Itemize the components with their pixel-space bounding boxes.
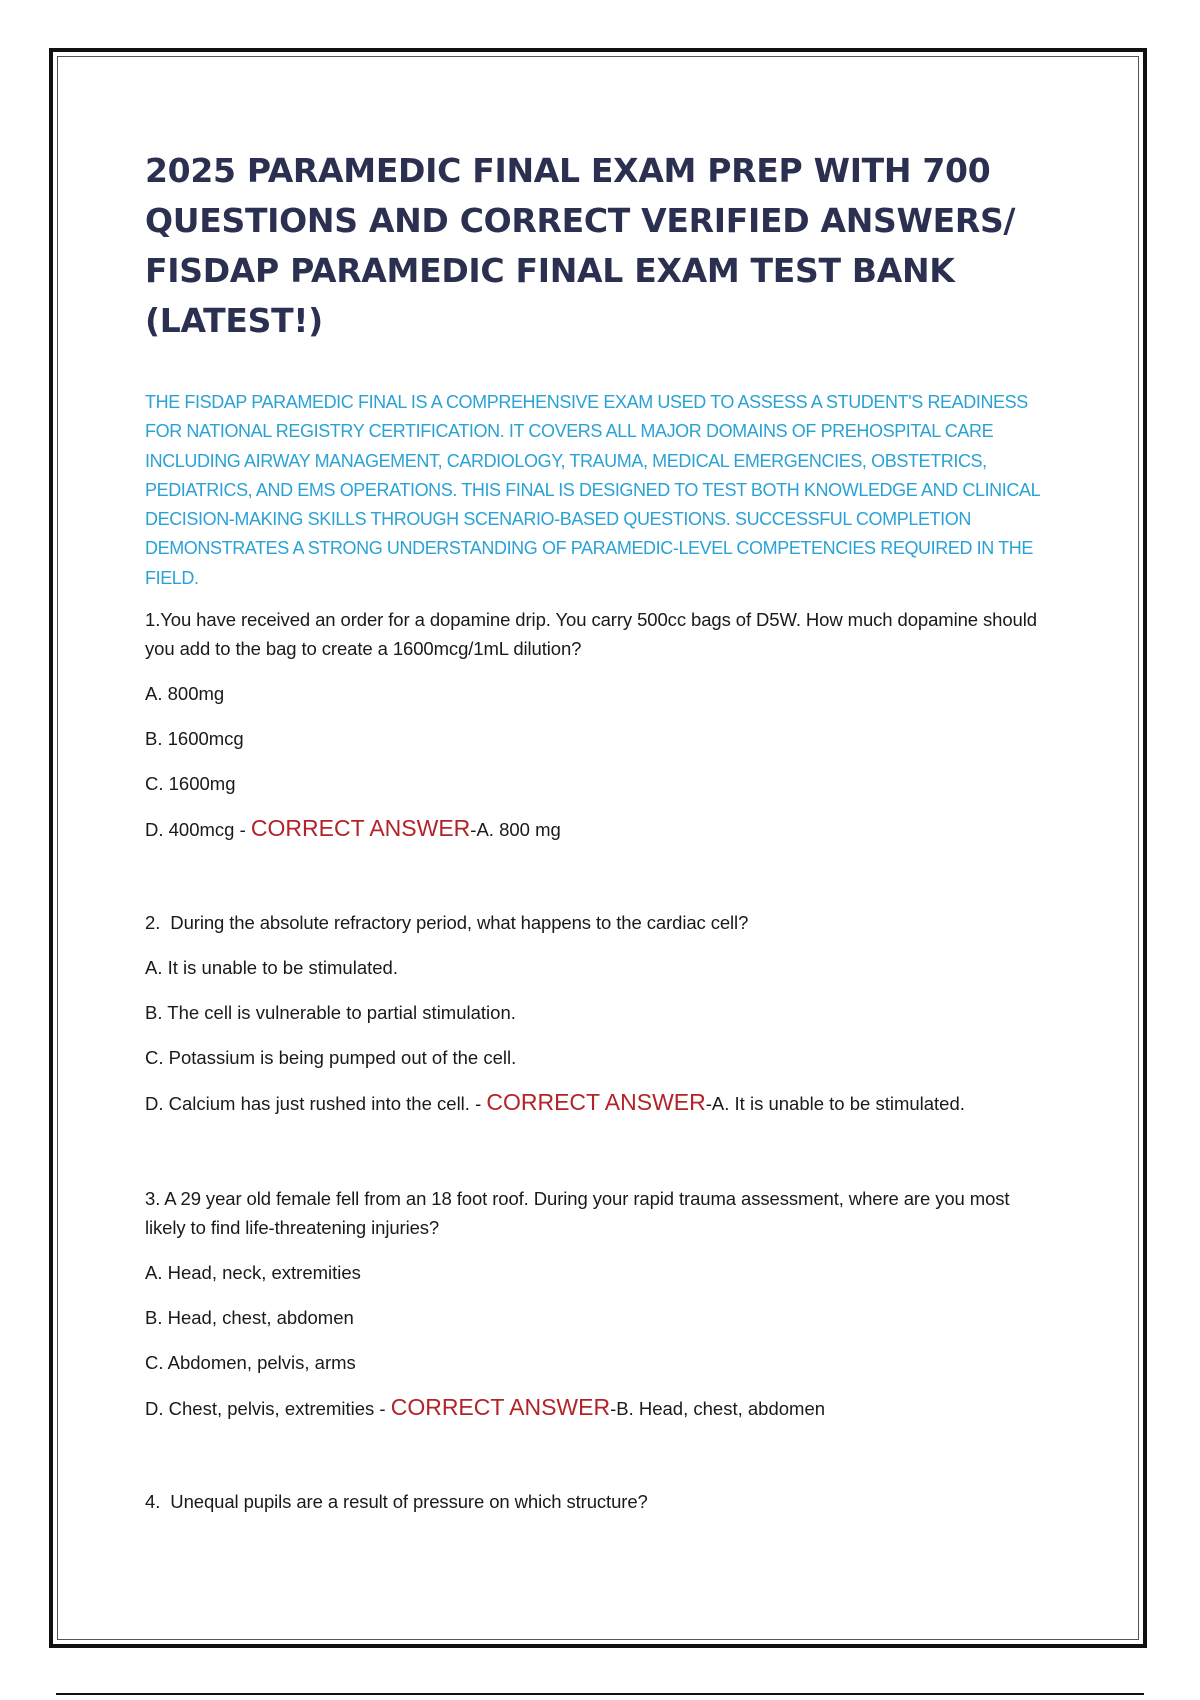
correct-answer-label: CORRECT ANSWER	[390, 1394, 611, 1421]
title-line: FISDAP PARAMEDIC FINAL EXAM TEST BANK	[145, 251, 955, 290]
option-d-with-answer	[145, 814, 1045, 844]
answer-text: -A. 800 mg	[470, 819, 561, 841]
option-d: D. Calcium has just rushed into the cell. -	[145, 1093, 487, 1115]
correct-answer-label: CORRECT ANSWER	[250, 815, 471, 842]
option-d-with-answer	[145, 1088, 1045, 1118]
question-stem: 3. A 29 year old female fell from an 18 foot roof. During your rapid trauma assessment, where are you most likely to find life-threatening injuries?	[145, 1188, 1010, 1239]
question-1	[145, 605, 1045, 844]
document-content	[145, 146, 1045, 1516]
option-a: A. 800mg	[145, 683, 225, 705]
answer-text: -A. It is unable to be stimulated.	[705, 1093, 965, 1115]
option-d: D. 400mcg -	[145, 819, 251, 841]
option-b: B. The cell is vulnerable to partial stimulation.	[145, 1002, 516, 1024]
option-b: B. 1600mcg	[145, 728, 244, 750]
answer-text: -B. Head, chest, abdomen	[610, 1398, 826, 1420]
document-title	[145, 146, 1045, 346]
title-line: (LATEST!)	[145, 301, 323, 340]
option-c: C. Potassium is being pumped out of the cell.	[145, 1047, 517, 1069]
title-line: 2025 PARAMEDIC FINAL EXAM PREP WITH 700	[145, 151, 991, 190]
question-3	[145, 1184, 1045, 1423]
correct-answer-label: CORRECT ANSWER	[486, 1089, 706, 1116]
option-d: D. Chest, pelvis, extremities -	[145, 1398, 391, 1420]
question-stem: 4. Unequal pupils are a result of pressure on which structure?	[145, 1491, 648, 1513]
intro-paragraph: THE FISDAP PARAMEDIC FINAL IS A COMPREHENSIVE EXAM USED TO ASSESS A STUDENT'S READINESS FOR NATIONAL REGISTRY CERTIFICATION. IT COVERS ALL MAJOR DOMAINS OF PREHOSPITAL CARE INCLUDING AIRWAY MANAGEMENT, CARDIOLOGY, TRAUMA, MEDICAL EMERGENCIES, OBSTETRICS, PEDIATRICS, AND EMS OPERATIONS. THIS FINAL IS DESIGNED TO TEST BOTH KNOWLEDGE AND CLINICAL DECISION-MAKING SKILLS THROUGH SCENARIO-BASED QUESTIONS. SUCCESSFUL COMPLETION DEMONSTRATES A STRONG UNDERSTANDING OF PARAMEDIC-LEVEL COMPETENCIES REQUIRED IN THE FIELD.	[145, 392, 1040, 588]
question-2	[145, 908, 1045, 1118]
option-a: A. Head, neck, extremities	[145, 1262, 361, 1284]
option-c: C. Abdomen, pelvis, arms	[145, 1352, 356, 1374]
question-stem: 1.You have received an order for a dopamine drip. You carry 500cc bags of D5W. How much dopamine should you add to the bag to create a 1600mcg/1mL dilution?	[145, 609, 1037, 660]
option-d-with-answer	[145, 1393, 1045, 1423]
question-stem: 2. During the absolute refractory period, what happens to the cardiac cell?	[145, 912, 749, 934]
option-c: C. 1600mg	[145, 773, 236, 795]
option-a: A. It is unable to be stimulated.	[145, 957, 398, 979]
title-line: QUESTIONS AND CORRECT VERIFIED ANSWERS/	[145, 201, 1016, 240]
question-4	[145, 1487, 1045, 1516]
option-b: B. Head, chest, abdomen	[145, 1307, 354, 1329]
page-bottom-rule	[56, 1693, 1144, 1695]
